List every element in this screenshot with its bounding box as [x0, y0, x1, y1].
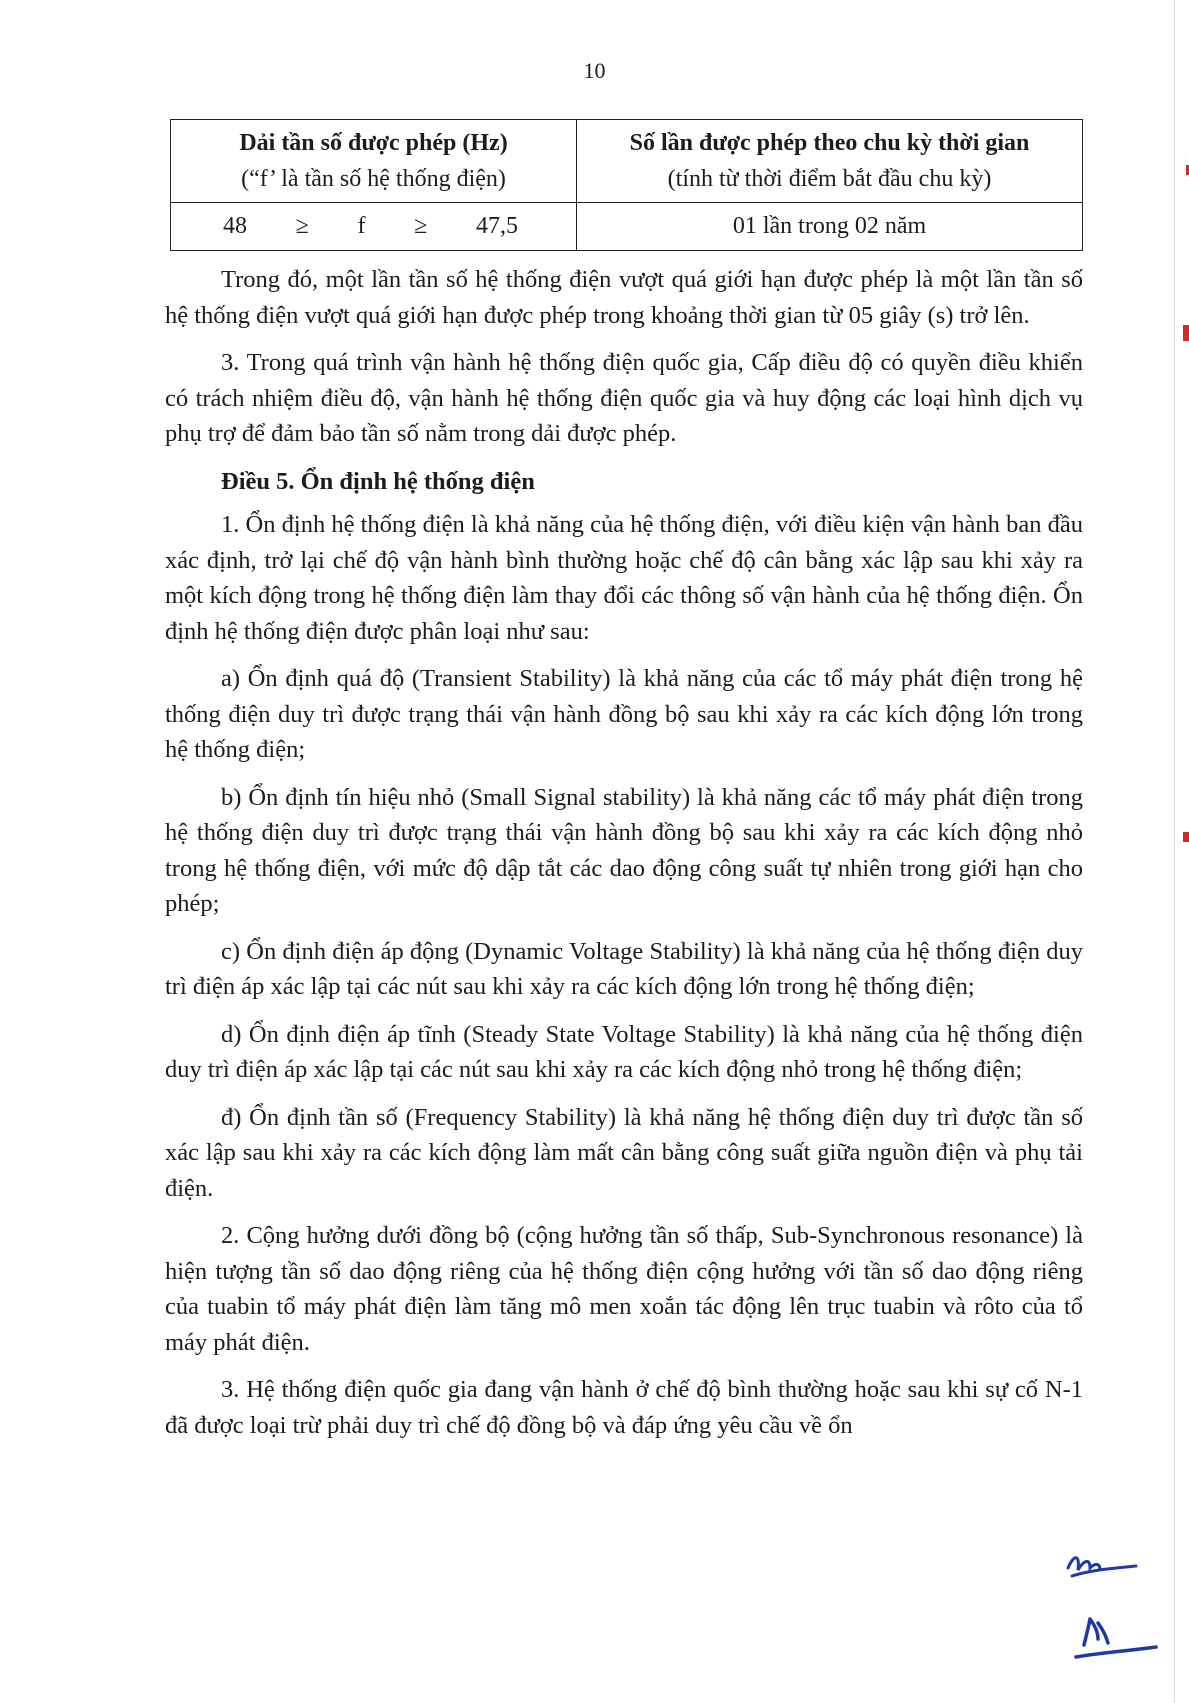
- frequency-table: [170, 119, 1083, 251]
- table-cell-frequency-range: [171, 203, 577, 251]
- paragraph-stability-definition: 1. Ổn định hệ thống điện là khả năng của hệ thống điện, với điều kiện vận hành ban đầu xác định, trở lại chế độ vận hành bình thường hoặc chế độ cân bằng xác lập sau khi xảy ra một kích động trong hệ thống điện làm thay đổi các thông số vận hành của hệ thống điện. Ổn định hệ thống điện được phân loại như sau:: [165, 511, 1083, 645]
- table-header-frequency-range: [171, 120, 577, 203]
- page-edge-line: [1174, 0, 1175, 1703]
- table-header-row: [171, 120, 1083, 203]
- range-lower-value: 47,5: [475, 213, 518, 239]
- article-5-heading: Điều 5. Ổn định hệ thống điện: [221, 467, 535, 495]
- paragraph-dynamic-voltage-stability: c) Ổn định điện áp động (Dynamic Voltage Stability) là khả năng của hệ thống điện duy trì điện áp xác lập tại các nút sau khi xảy ra các kích động lớn trong hệ thống điện;: [165, 937, 1083, 1000]
- margin-mark: [1183, 325, 1189, 341]
- paragraph-frequency-stability: đ) Ổn định tần số (Frequency Stability) là khả năng hệ thống điện duy trì được tần số xác lập sau khi xảy ra các kích động làm mất cân bằng công suất giữa nguồn điện và phụ tải điện.: [165, 1103, 1083, 1202]
- table-header-frequency-subtitle: (“f’ là tần số hệ thống điện): [241, 166, 506, 192]
- table-header-allowed-count: [577, 120, 1083, 203]
- range-variable: f: [357, 213, 366, 239]
- range-upper-value: 48: [223, 213, 247, 239]
- range-operator-1: ≥: [295, 213, 309, 239]
- table-header-frequency-title: Dải tần số được phép (Hz): [239, 130, 508, 156]
- table-header-allowed-title: Số lần được phép theo chu kỳ thời gian: [629, 130, 1030, 156]
- paragraph-transient-stability: a) Ổn định quá độ (Transient Stability) là khả năng của các tổ máy phát điện trong hệ thống điện duy trì được trạng thái vận hành đồng bộ sau khi xảy ra các kích động lớn trong hệ thống điện;: [165, 665, 1083, 763]
- initial-signature-mark: [1060, 1540, 1140, 1590]
- paragraph-steady-state-voltage-stability: d) Ổn định điện áp tĩnh (Steady State Voltage Stability) là khả năng của hệ thống điện duy trì điện áp xác lập tại các nút sau khi xảy ra các kích động nhỏ trong hệ thống điện;: [165, 1020, 1083, 1083]
- handwritten-signature: [1068, 1605, 1158, 1665]
- range-operator-2: ≥: [414, 213, 428, 239]
- document-body: [165, 262, 1083, 1455]
- table-cell-allowed-count: 01 lần trong 02 năm: [577, 203, 1083, 251]
- page-number: 10: [583, 58, 606, 83]
- margin-mark: [1183, 832, 1189, 842]
- paragraph-subsynchronous-resonance: 2. Cộng hưởng dưới đồng bộ (cộng hưởng tần số thấp, Sub-Synchronous resonance) là hiện tượng tần số dao động riêng của hệ thống điện cộng hưởng với tần số dao động riêng của tuabin tổ máy phát điện làm tăng mô men xoắn tác động lên trục tuabin và rôto của tổ máy phát điện.: [165, 1222, 1083, 1356]
- paragraph-small-signal-stability: b) Ổn định tín hiệu nhỏ (Small Signal stability) là khả năng các tổ máy phát điện trong hệ thống điện duy trì được trạng thái vận hành đồng bộ sau khi xảy ra các kích động nhỏ trong hệ thống điện, với mức độ dập tắt các dao động công suất tự nhiên trong giới hạn cho phép;: [165, 783, 1083, 917]
- paragraph-n1-requirement: 3. Hệ thống điện quốc gia đang vận hành ở chế độ bình thường hoặc sau khi sự cố N-1 đã được loại trừ phải duy trì chế độ đồng bộ và đáp ứng yêu cầu về ổn: [165, 1376, 1083, 1439]
- table-header-allowed-subtitle: (tính từ thời điểm bắt đầu chu kỳ): [667, 166, 992, 192]
- paragraph-clause-3: 3. Trong quá trình vận hành hệ thống điện quốc gia, Cấp điều độ có quyền điều khiển có trách nhiệm điều độ, vận hành hệ thống điện quốc gia và huy động các loại hình dịch vụ phụ trợ để đảm bảo tần số nằm trong dải được phép.: [165, 349, 1083, 447]
- paragraph-frequency-note: Trong đó, một lần tần số hệ thống điện vượt quá giới hạn được phép là một lần tần số hệ thống điện vượt quá giới hạn được phép trong khoảng thời gian từ 05 giây (s) trở lên.: [165, 266, 1083, 329]
- table-row: [171, 203, 1083, 251]
